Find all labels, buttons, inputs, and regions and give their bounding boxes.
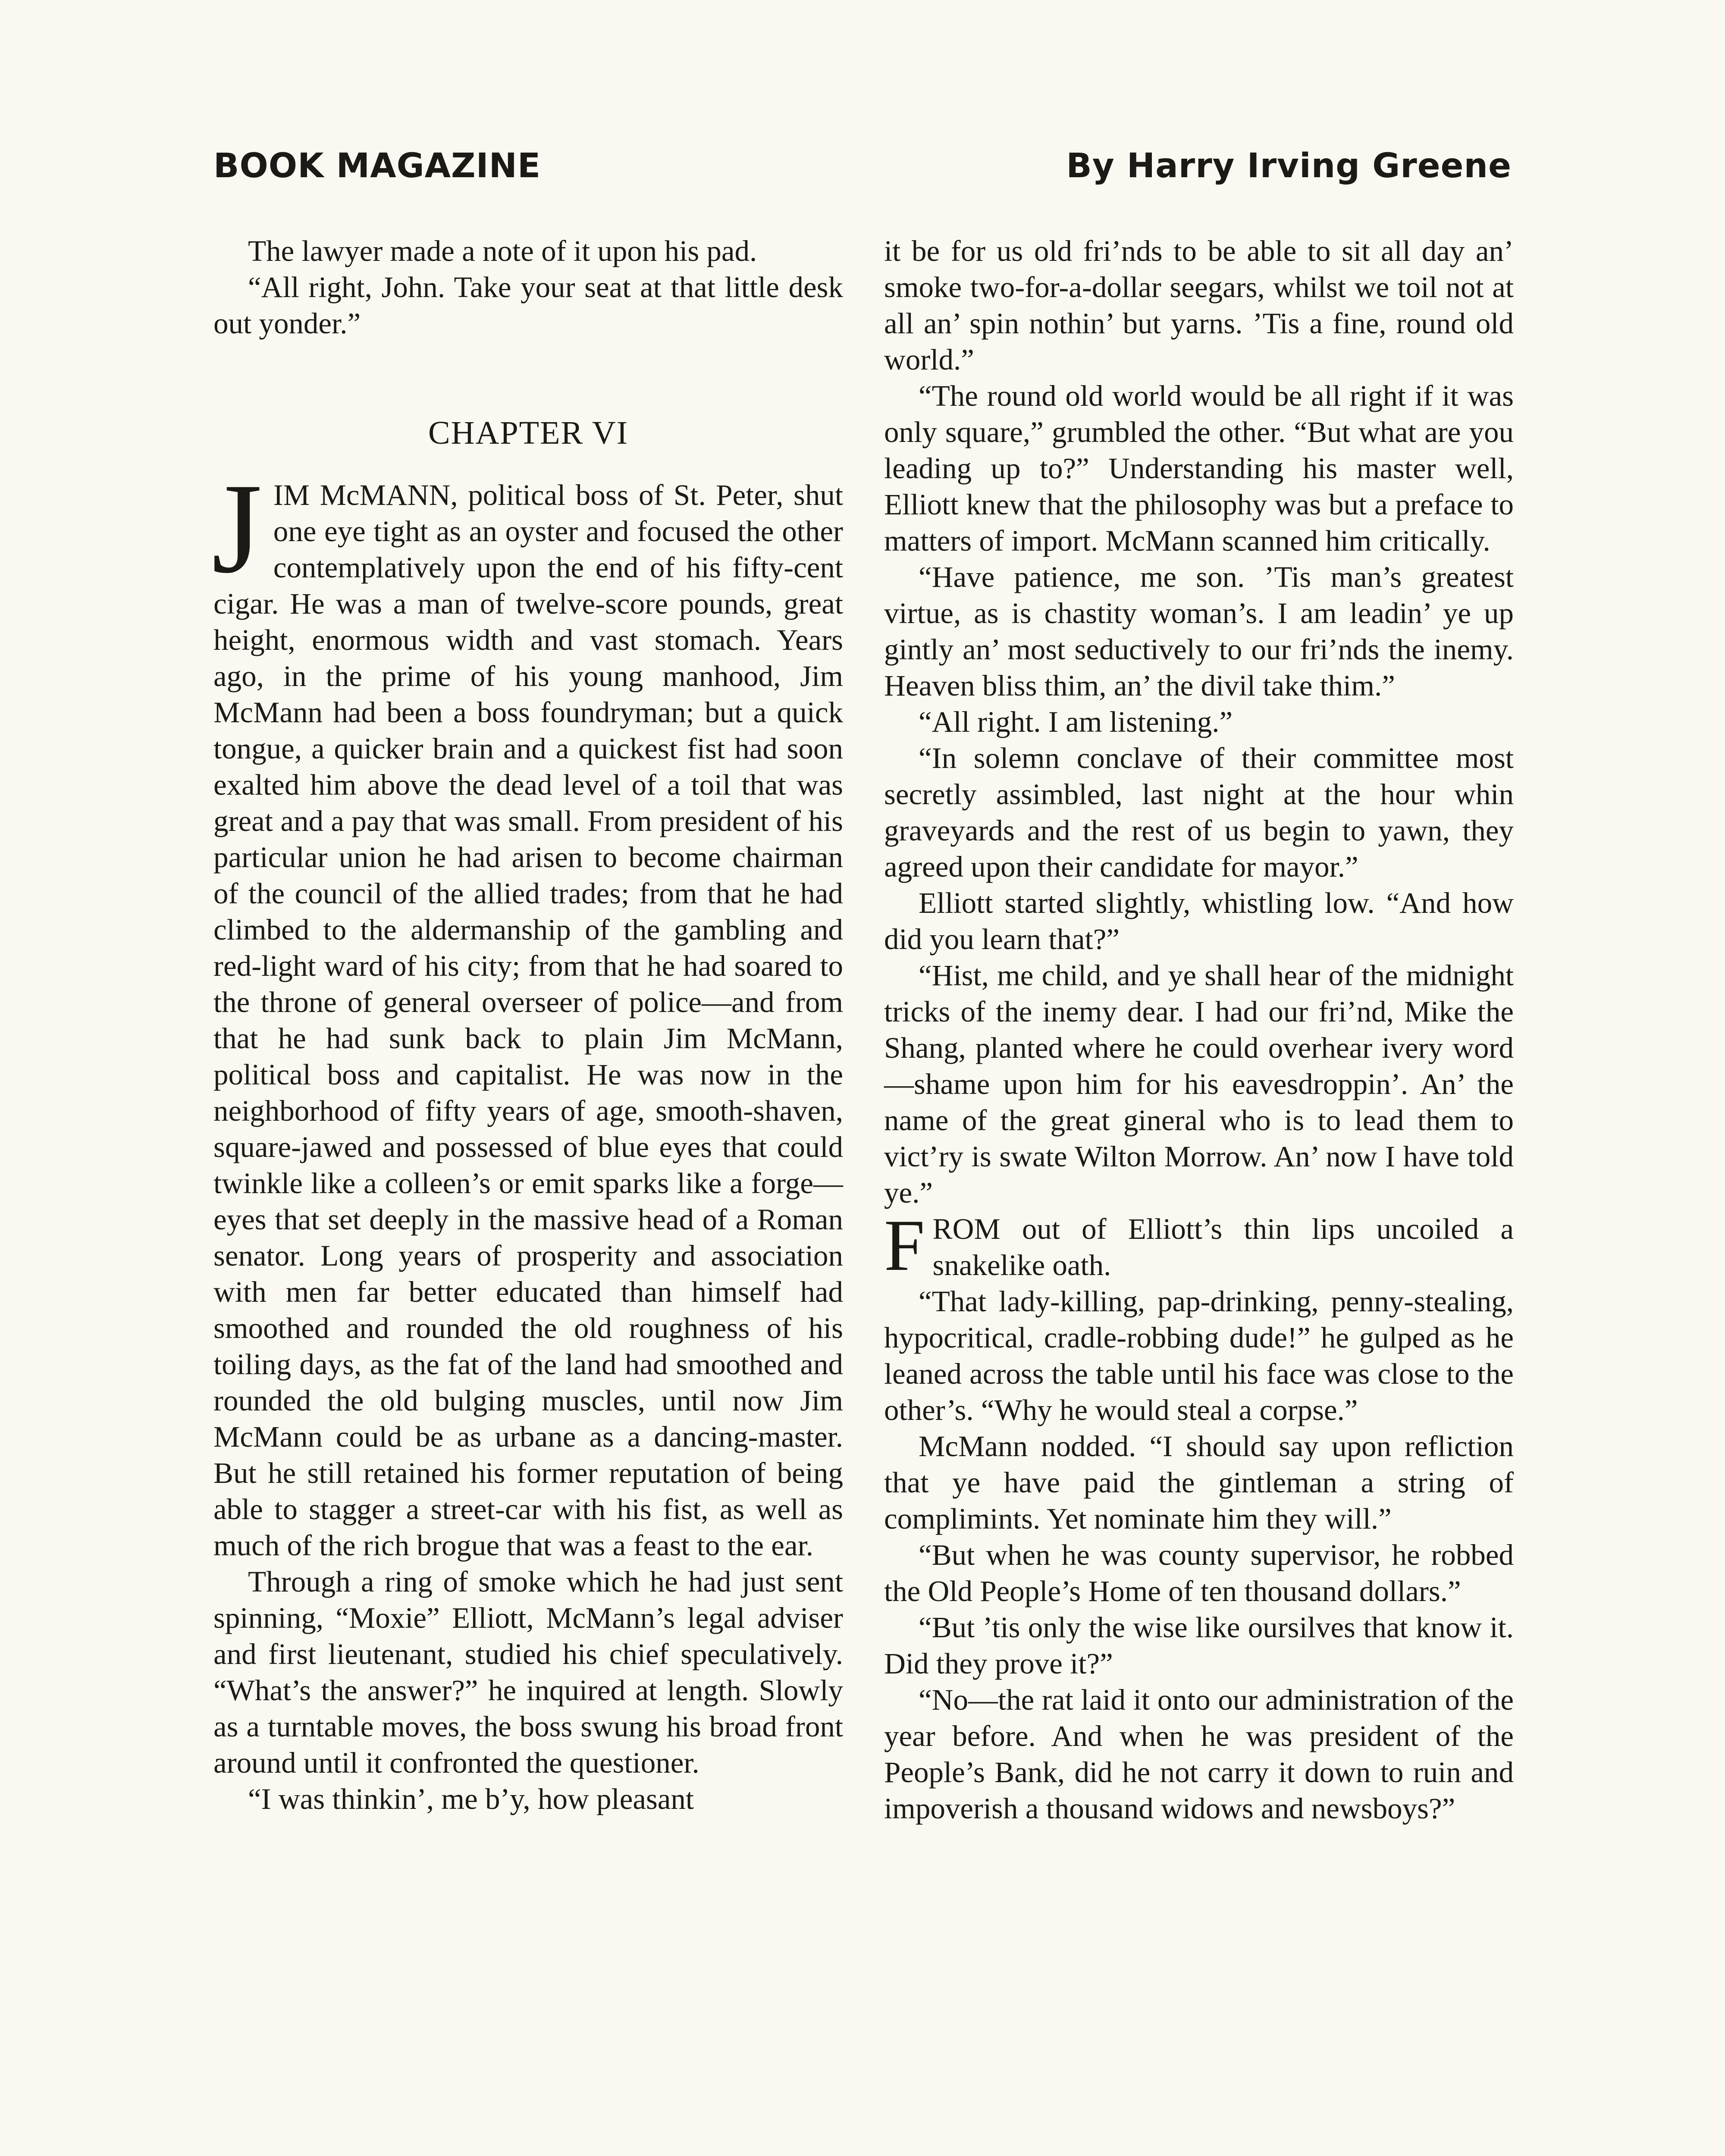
paragraph: The lawyer made a note of it upon his pad. <box>248 235 757 267</box>
drop-cap: J <box>212 457 262 600</box>
paragraph: “All right. I am listening.” <box>919 705 1233 738</box>
left-column <box>213 233 843 1817</box>
paragraph: “I was thinkin’, me b’y, how pleasant <box>248 1783 694 1815</box>
paragraph: “All right, John. Take your seat at that little desk out yonder.” <box>213 271 843 340</box>
paragraph-text: IM McMANN, political boss of St. Peter, shut one eye tight as an oyster and focused the other contemplatively upon the end of his fifty-cent cigar. He was a man of twelve-score pounds, great height, enormous width and vast stomach. Years ago, in the prime of his young manhood, Jim McMann had been a boss foundryman; but a quick tongue, a quicker brain and a quickest fist had soon exalted him above the dead level of a toil that was great and a pay that was small. From president of his particular union he had arisen to become chairman of the council of the allied trades; from that he had climbed to the aldermanship of the gambling and red-light ward of his city; from that he had soared to the throne of general overseer of police—and from that he had sunk back to plain Jim McMann, political boss and capitalist. He was now in the neighborhood of fifty years of age, smooth-shaven, square-jawed and possessed of blue eyes that could twinkle like a colleen’s or emit sparks like a forge—eyes that set deeply in the massive head of a Roman senator. Long years of prosperity and association with men far better educated than himself had smoothed and rounded the old roughness of his toiling days, as the fat of the land had smoothed and rounded the old bulging muscles, until now Jim McMann could be as urbane as a dancing-master. But he still retained his former reputation of being able to stagger a street-car with his fist, as well as much of the rich brogue that was a feast to the ear. <box>213 479 843 1562</box>
paragraph: “Have patience, me son. ’Tis man’s greatest virtue, as is chastity woman’s. I am leadin’ ye up gintly an’ most seductively to our fri’nds the inemy. Heaven bliss thim, an’ the divil take thim.” <box>884 561 1514 702</box>
paragraph: “No—the rat laid it onto our administration of the year before. And when he was president of the People’s Bank, did he not carry it down to ruin and impoverish a thousand widows and newsboys?” <box>884 1683 1514 1825</box>
paragraph: “The round old world would be all right if it was only square,” grumbled the other. “But what are you leading up to?” Understanding his master well, Elliott knew that the philosophy was but a preface to matters of import. McMann scanned him critically. <box>884 379 1514 557</box>
paragraph: “In solemn conclave of their committee most secretly assimbled, last night at the hour whin graveyards and the rest of us begin to yawn, they agreed upon their candidate for mayor.” <box>884 742 1514 883</box>
paragraph: “That lady-killing, pap-drinking, penny-stealing, hypocritical, cradle-robbing dude!” he gulped as he leaned across the table until his face was close to the other’s. “Why he would steal a corpse.” <box>884 1285 1514 1426</box>
chapter-heading: CHAPTER VI <box>428 415 629 451</box>
running-header <box>213 147 1512 198</box>
magazine-title: BOOK MAGAZINE <box>213 147 541 185</box>
paragraph: it be for us old fri’nds to be able to sit all day an’ smoke two-for-a-dollar seegars, whilst we toil not at all an’ spin nothin’ but yarns. ’Tis a fine, round old world.” <box>884 235 1514 376</box>
dropcap-paragraph <box>884 1205 1514 1286</box>
paragraph: Through a ring of smoke which he had just sent spinning, “Moxie” Elliott, McMann’s legal adviser and first lieutenant, studied his chief speculatively. “What’s the answer?” he inquired at length. Slowly as a turntable moves, the boss swung his broad front around until it confronted the questioner. <box>213 1565 843 1779</box>
paragraph: “Hist, me child, and ye shall hear of the midnight tricks of the inemy dear. I had our fri’nd, Mike the Shang, planted where he could overhear ivery word—shame upon him for his eavesdroppin’. An’ the name of the great gineral who is to lead them to vict’ry is swate Wilton Morrow. An’ now I have told ye.” <box>884 959 1514 1209</box>
right-column <box>884 233 1514 1827</box>
paragraph-text: ROM out of Elliott’s thin lips uncoiled a snakelike oath. <box>932 1213 1514 1282</box>
paragraph: “But when he was county supervisor, he robbed the Old People’s Home of ten thousand dollars.” <box>884 1539 1514 1608</box>
author-byline: By Harry Irving Greene <box>1066 147 1512 185</box>
paragraph: Elliott started slightly, whistling low. “And how did you learn that?” <box>884 887 1514 956</box>
dropcap-paragraph <box>212 457 843 1564</box>
drop-cap: F <box>884 1205 925 1286</box>
paragraph: McMann nodded. “I should say upon refliction that ye have paid the gintleman a string of complimints. Yet nominate him they will.” <box>884 1430 1514 1535</box>
paragraph: “But ’tis only the wise like oursilves that know it. Did they prove it?” <box>884 1611 1514 1680</box>
